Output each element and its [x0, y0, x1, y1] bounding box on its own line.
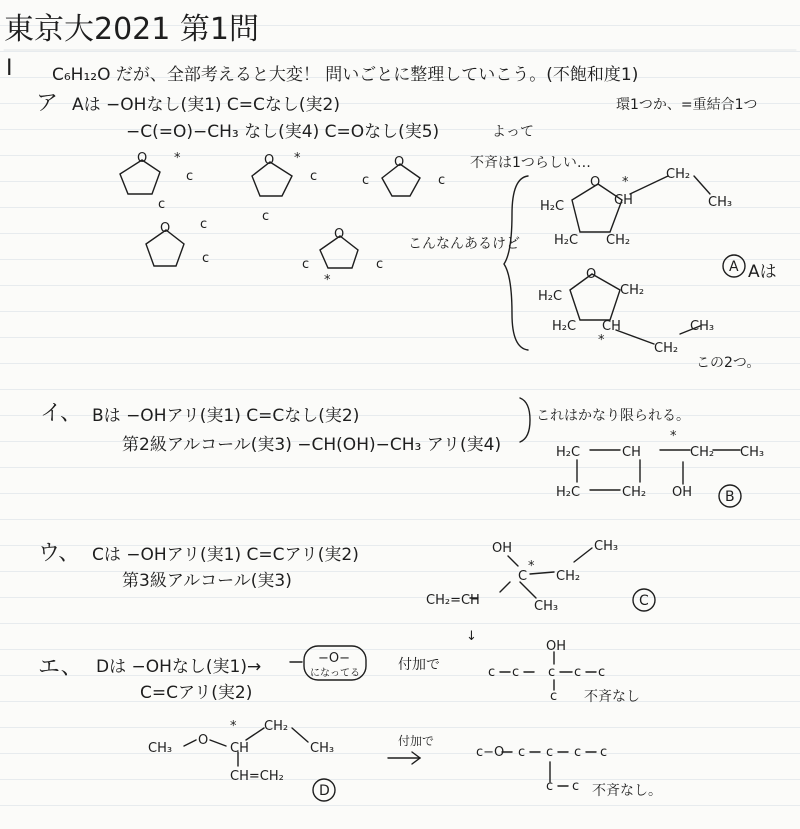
d-prod1-c5: c: [598, 665, 606, 680]
d-prod1-c6: c: [550, 689, 558, 704]
a1-oxygen: O: [590, 175, 601, 190]
a1-ch: CH: [614, 193, 633, 208]
b-ch2-lower: CH₂: [622, 485, 647, 500]
a-ring-note: 環1つか、=重結合1つ: [616, 97, 758, 113]
c-condition-line1: Cは −OHアリ(実1) C=Cアリ(実2): [92, 545, 359, 565]
d-prod2-c4: c: [600, 745, 608, 760]
ring1-c: c: [186, 169, 194, 184]
bullet-a: ア: [36, 91, 59, 116]
section-intro: C₆H₁₂O だが、全部考えると大変！ 問いごとに整理していこう。(不飽和度1): [52, 65, 639, 85]
ring4-c2: c: [202, 251, 210, 266]
d-ch3-right: CH₃: [310, 741, 335, 756]
d-prod1-c2: c: [512, 665, 520, 680]
d-arrow-down: ↓: [466, 629, 477, 644]
bullet-c: ウ、: [38, 541, 81, 566]
a1-ch2-lower: CH₂: [606, 233, 631, 248]
d-bubble-note: になってる: [310, 668, 360, 679]
a-konna-note: こんなんあるけど: [408, 236, 520, 252]
ring2-c: c: [310, 169, 318, 184]
d-prod2-c1: c: [518, 745, 526, 760]
ring4-oxygen: O: [160, 221, 171, 236]
d-oxygen: O: [198, 733, 209, 748]
ring3-oxygen: O: [394, 155, 405, 170]
bullet-b: イ、: [40, 401, 83, 426]
bullet-d: エ、: [38, 655, 83, 680]
d-condition-line1: Dは −OHなし(実1)→: [96, 657, 262, 677]
d-prod1-c3: c: [548, 665, 556, 680]
circle-a-label: A: [729, 259, 739, 275]
b-ch3: CH₃: [740, 445, 765, 460]
a1-h2c: H₂C: [540, 199, 565, 214]
d-prod2-c-o: c−O: [476, 745, 505, 760]
circle-c-label: C: [639, 593, 649, 609]
ring2-c2: c: [262, 209, 270, 224]
d-star: *: [230, 719, 237, 734]
a2-star: *: [598, 333, 605, 348]
d-prod1-c1: c: [488, 665, 496, 680]
a-label-wa: Aは: [748, 262, 777, 282]
d-prod2-c6: c: [572, 779, 580, 794]
d-prod2-c2: c: [546, 745, 554, 760]
b-oh: OH: [672, 485, 693, 500]
ring2-star: *: [294, 151, 301, 166]
a2-ch3: CH₃: [690, 319, 715, 334]
d-addition-label2: 付加で: [398, 734, 435, 748]
d-no-chiral2: 不斉なし。: [592, 783, 662, 799]
circle-d-label: D: [319, 783, 330, 799]
a2-ch2: CH₂: [620, 283, 645, 298]
b-condition-line1: Bは −OHアリ(実1) C=Cなし(実2): [92, 406, 360, 426]
d-condition-line2: C=Cアリ(実2): [140, 683, 253, 703]
c-ch2: CH₂: [556, 569, 581, 584]
a1-star: *: [622, 175, 629, 190]
a1-ch3: CH₃: [708, 195, 733, 210]
d-prod2-c5: c: [546, 779, 554, 794]
c-ch3-bottom: CH₃: [534, 599, 559, 614]
ring3-c2: c: [438, 173, 446, 188]
b-ch: CH: [622, 445, 641, 460]
ring5-c2: c: [376, 257, 384, 272]
c-vinyl: CH₂=CH: [426, 593, 480, 608]
ring1-oxygen: O: [137, 151, 148, 166]
circle-b-label: B: [725, 489, 735, 505]
c-oh: OH: [492, 541, 513, 556]
d-ch: CH: [230, 741, 249, 756]
b-h2c: H₂C: [556, 445, 581, 460]
b-note: これはかなり限られる。: [536, 408, 690, 424]
a2-oxygen: O: [586, 267, 597, 282]
d-ch2: CH₂: [264, 719, 289, 734]
page-title: 東京大2021 第1問: [4, 12, 259, 47]
ring1-star: *: [174, 151, 181, 166]
a1-h2c-lower: H₂C: [554, 233, 579, 248]
ring5-oxygen: O: [334, 227, 345, 242]
ring4-c: c: [200, 217, 208, 232]
ring1-c2: c: [158, 197, 166, 212]
d-prod1-oh: OH: [546, 639, 567, 654]
b-ch-oh: CH₂: [690, 445, 715, 460]
a-two-count: この2つ。: [696, 355, 761, 371]
ring5-star: *: [324, 273, 331, 288]
section-numeral: I: [6, 56, 13, 81]
d-addition-label1: 付加で: [398, 657, 440, 673]
c-ch3-top: CH₃: [594, 539, 619, 554]
a-condition-line2: −C(=O)−CH₃ なし(実4) C=Oなし(実5): [126, 122, 440, 142]
ring5-c: c: [302, 257, 310, 272]
b-h2c-lower: H₂C: [556, 485, 581, 500]
a2-ch2-side: CH₂: [654, 341, 679, 356]
ring3-c: c: [362, 173, 370, 188]
d-no-chiral1: 不斉なし: [584, 689, 640, 705]
c-center: C: [518, 569, 528, 584]
a2-ch: CH: [602, 319, 621, 334]
a-yotte: よって: [492, 124, 534, 140]
d-prod2-c3: c: [574, 745, 582, 760]
c-condition-line2: 第3級アルコール(実3): [122, 571, 292, 591]
a1-ch2: CH₂: [666, 167, 691, 182]
a-fusei-note: 不斉は1つらしい…: [470, 155, 591, 171]
d-prod1-c4: c: [574, 665, 582, 680]
a2-h2c: H₂C: [538, 289, 563, 304]
a-condition-line1: Aは −OHなし(実1) C=Cなし(実2): [72, 95, 340, 115]
b-condition-line2: 第2級アルコール(実3) −CH(OH)−CH₃ アリ(実4): [122, 435, 502, 455]
d-vinyl: CH=CH₂: [230, 769, 284, 784]
b-star: *: [670, 429, 677, 444]
ring2-oxygen: O: [264, 153, 275, 168]
c-star: *: [528, 559, 535, 574]
d-ch3-left: CH₃: [148, 741, 173, 756]
a2-h2c-lower: H₂C: [552, 319, 577, 334]
d-bubble-ether: −O−: [318, 651, 351, 666]
